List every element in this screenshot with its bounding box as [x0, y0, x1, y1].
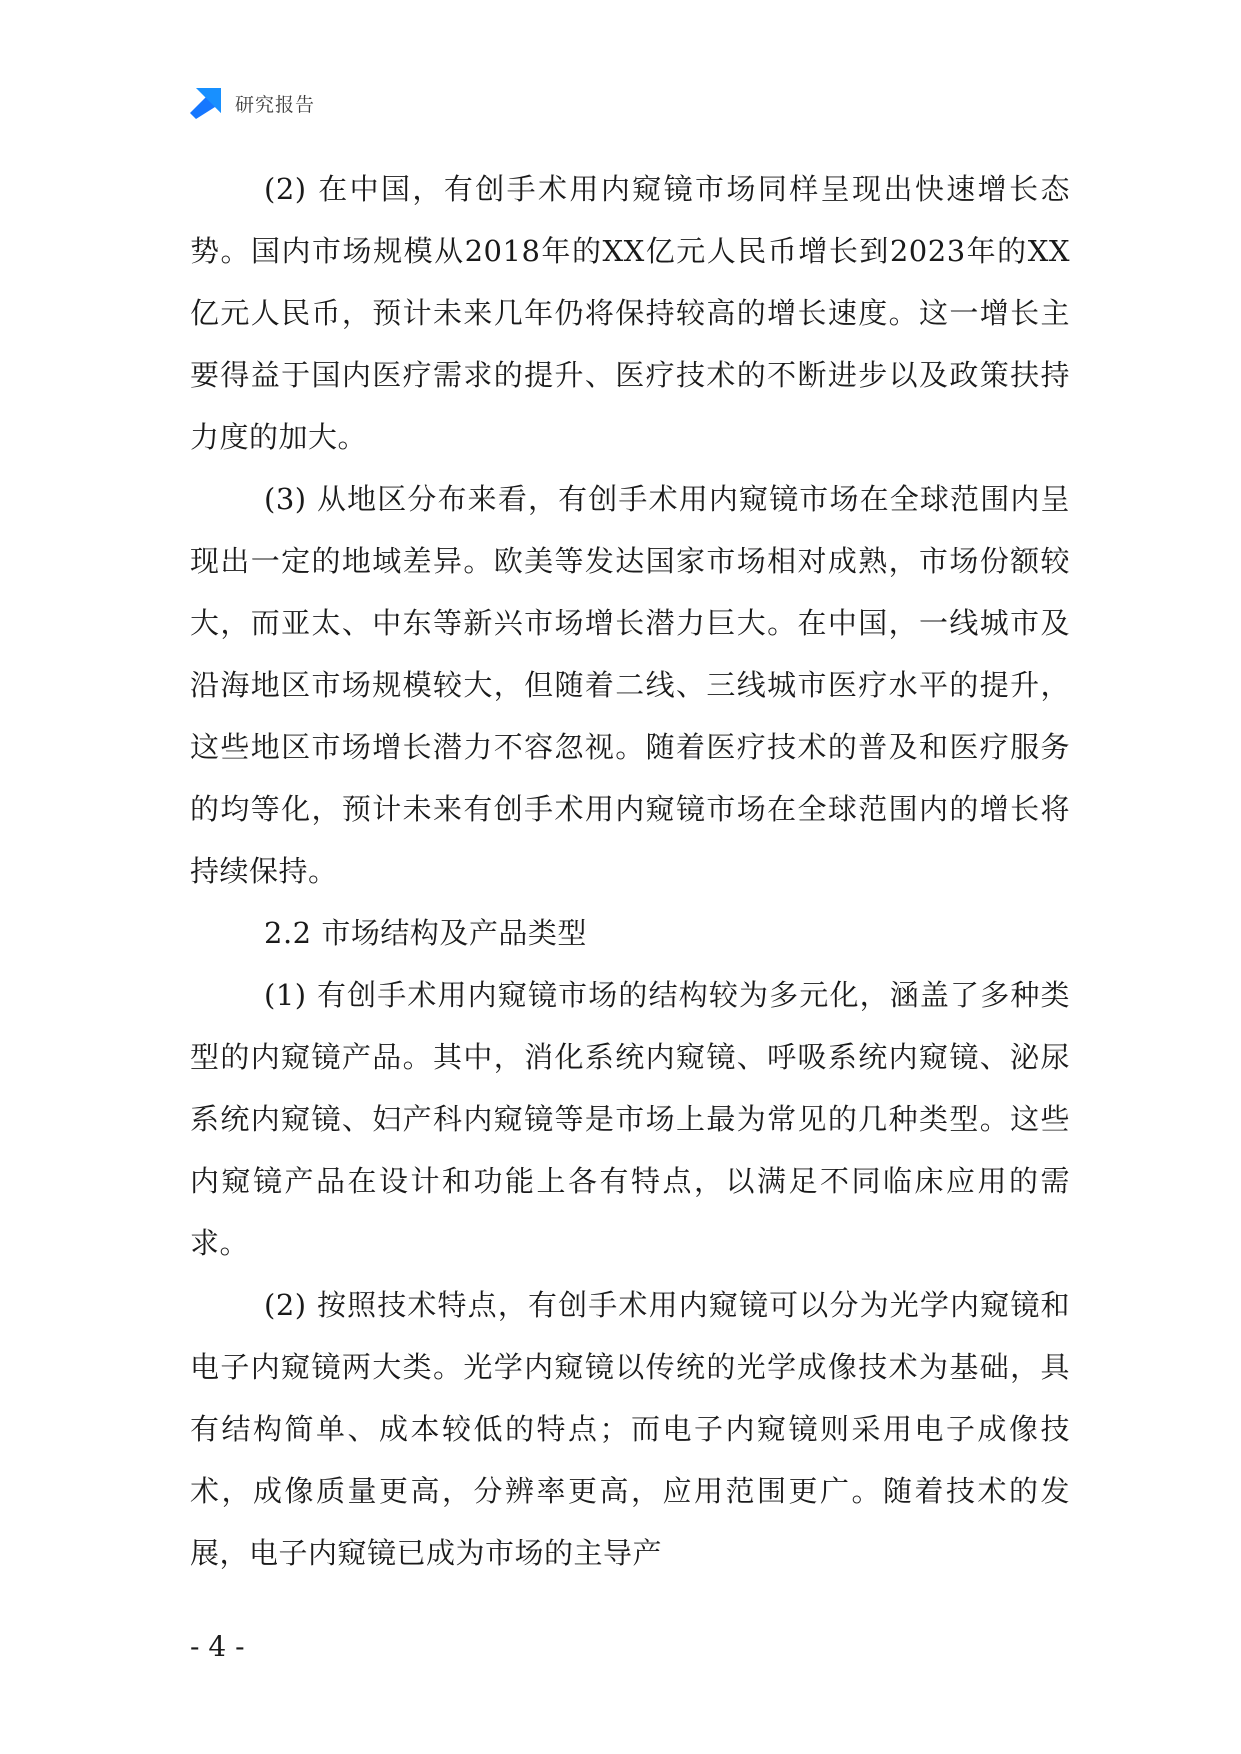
- document-body: [190, 158, 1070, 1584]
- paragraph-technology-types: (2) 按照技术特点，有创手术用内窥镜可以分为光学内窥镜和电子内窥镜两大类。光学内窥镜以传统的光学成像技术为基础，具有结构简单、成本较低的特点；而电子内窥镜则采用电子成像技术，成像质量更高，分辨率更高，应用范围更广。随着技术的发展，电子内窥镜已成为市场的主导产: [190, 1288, 1070, 1570]
- paragraph-market-china: (2) 在中国，有创手术用内窥镜市场同样呈现出快速增长态势。国内市场规模从2018年的XX亿元人民币增长到2023年的XX亿元人民币，预计未来几年仍将保持较高的增长速度。这一增长主要得益于国内医疗需求的提升、医疗技术的不断进步以及政策扶持力度的加大。: [190, 172, 1070, 454]
- header-title: 研究报告: [235, 93, 316, 116]
- page-number: - 4 -: [190, 1630, 245, 1663]
- arrow-logo-icon: [190, 87, 222, 119]
- paragraph-regional-distribution: (3) 从地区分布来看，有创手术用内窥镜市场在全球范围内呈现出一定的地域差异。欧美等发达国家市场相对成熟，市场份额较大，而亚太、中东等新兴市场增长潜力巨大。在中国，一线城市及沿海地区市场规模较大，但随着二线、三线城市医疗水平的提升，这些地区市场增长潜力不容忽视。随着医疗技术的普及和医疗服务的均等化，预计未来有创手术用内窥镜市场在全球范围内的增长将持续保持。: [190, 482, 1070, 888]
- page-header: [190, 86, 315, 120]
- section-heading: 2.2 市场结构及产品类型: [264, 916, 587, 950]
- paragraph-market-structure: (1) 有创手术用内窥镜市场的结构较为多元化，涵盖了多种类型的内窥镜产品。其中，消化系统内窥镜、呼吸系统内窥镜、泌尿系统内窥镜、妇产科内窥镜等是市场上最为常见的几种类型。这些内窥镜产品在设计和功能上各有特点，以满足不同临床应用的需求。: [190, 978, 1070, 1260]
